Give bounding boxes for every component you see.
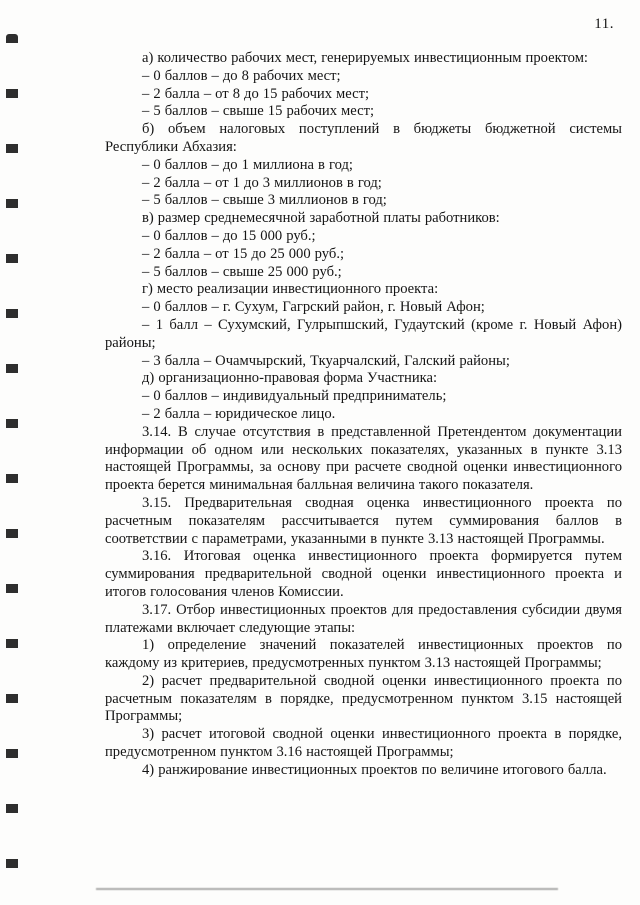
paragraph: – 5 баллов – свыше 3 миллионов в год; [142,192,387,209]
paragraph: 3.16. Итоговая оценка инвестиционного проекта формируется путем суммирования предварительной сводной оценки инвестиционного проекта и итогов голосования членов Комиссии. [105,548,622,600]
paragraph: 3) расчет итоговой сводной оценки инвестиционного проекта в порядке, предусмотренном пунктом 3.16 настоящей Программы; [105,726,622,761]
paragraph: – 3 балла – Очамчырский, Ткуарчалский, Галский районы; [142,352,510,369]
scan-bottom-line [96,888,558,890]
paragraph: д) организационно-правовая форма Участника: [142,370,438,387]
paragraph: – 5 баллов – свыше 15 рабочих мест; [142,103,375,120]
paragraph: – 5 баллов – свыше 25 000 руб.; [142,263,342,280]
paragraph: 4) ранжирование инвестиционных проектов по величине итогового балла. [142,761,607,778]
paragraph: – 0 баллов – до 8 рабочих мест; [142,67,341,84]
paragraph: 1) определение значений показателей инвестиционных проектов по каждому из критериев, предусмотренных пунктом 3.13 настоящей Программы; [105,637,622,672]
paragraph: – 2 балла – от 15 до 25 000 руб.; [142,245,345,262]
paragraph: г) место реализации инвестиционного проекта: [142,281,439,298]
paragraph: 2) расчет предварительной сводной оценки инвестиционного проекта по расчетным показателям в порядке, предусмотренном пунктом 3.15 настоящей Программы; [105,672,622,725]
paragraph: б) объем налоговых поступлений в бюджеты бюджетной системы Республики Абхазия: [105,121,622,155]
paragraph: – 0 баллов – г. Сухум, Гагрский район, г. Новый Афон; [142,299,485,316]
document-body [105,50,622,780]
paragraph: – 2 балла – юридическое лицо. [142,405,336,422]
paragraph: – 0 баллов – индивидуальный предприниматель; [142,388,447,405]
page-number: 11. [594,16,614,32]
paragraph: 3.14. В случае отсутствия в представленной Претендентом документации информации об одном или нескольких показателях, указанных в пункте 3.13 настоящей Программы, за основу при расчете сводной оценки инвестиционного проекта берется минимальная балльная величина такого показателя. [105,423,622,494]
paragraph: – 2 балла – от 8 до 15 рабочих мест; [142,85,370,102]
paragraph: 3.15. Предварительная сводная оценка инвестиционного проекта по расчетным показателям рассчитывается путем суммирования баллов в соответствии с параметрами, указанными в пункте 3.13 настоящей Программы. [105,494,622,547]
paragraph: 3.17. Отбор инвестиционных проектов для предоставления субсидии двумя платежами включает следующие этапы: [105,601,622,636]
paragraph: – 1 балл – Сухумский, Гулрыпшский, Гудаутский (кроме г. Новый Афон) районы; [105,316,622,351]
paragraph: – 2 балла – от 1 до 3 миллионов в год; [142,174,382,191]
paragraph: а) количество рабочих мест, генерируемых инвестиционным проектом: [142,50,588,66]
scan-edge-marks [6,34,18,876]
paragraph: в) размер среднемесячной заработной платы работников: [142,210,500,227]
paragraph: – 0 баллов – до 1 миллиона в год; [142,156,353,173]
paragraph: – 0 баллов – до 15 000 руб.; [142,227,316,244]
